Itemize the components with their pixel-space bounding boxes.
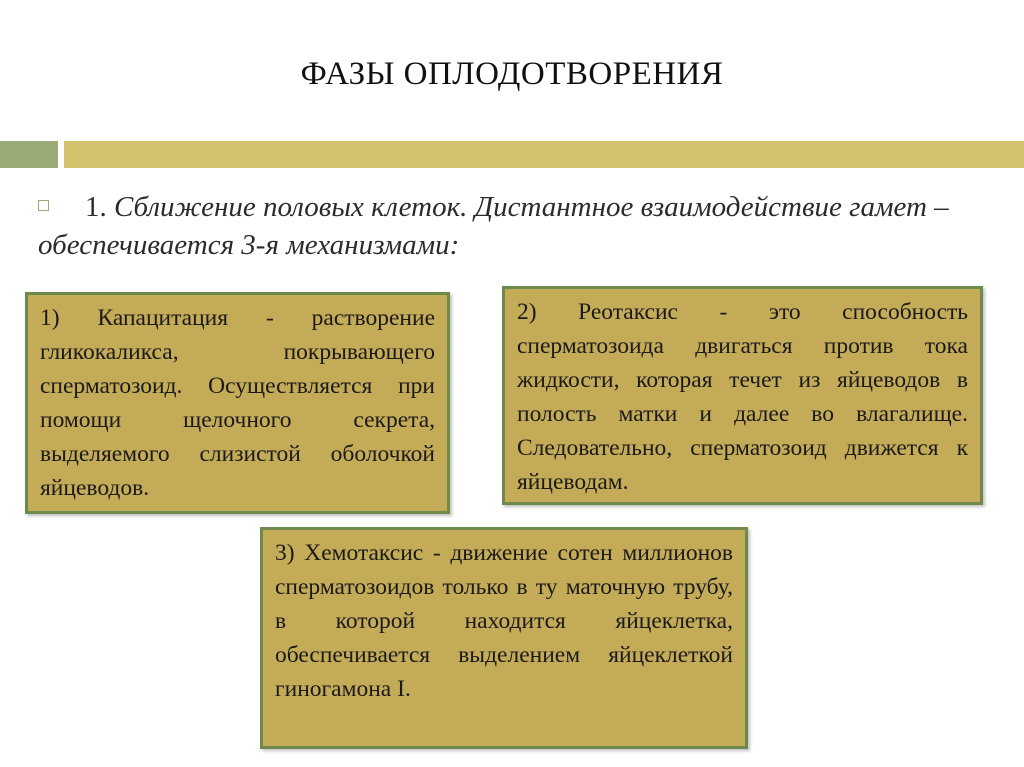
bullet-item xyxy=(38,188,988,264)
bullet-text: Сближение половых клеток. Дистантное взаимодействие гамет – обеспечивается 3-я механизмами: xyxy=(38,191,949,261)
mechanism-text: 1) Капацитация - растворение гликокаликса, покрывающего сперматозоид. Осуществляется при помощи щелочного секрета, выделяемого слизистой оболочкой яйцеводов. xyxy=(40,305,435,501)
mechanism-text: 2) Реотаксис - это способность сперматозоида двигаться против тока жидкости, которая течет из яйцеводов в полость матки и далее во влагалище. Следовательно, сперматозоид движется к яйцеводам. xyxy=(517,299,968,495)
slide-title: ФАЗЫ ОПЛОДОТВОРЕНИЯ xyxy=(300,56,724,92)
square-bullet-icon xyxy=(38,200,49,211)
mechanism-box-capacitation xyxy=(25,292,450,514)
mechanism-text: 3) Хемотаксис - движение сотен миллионов сперматозоидов только в ту маточную трубу, в которой находится яйцеклетка, обеспечивается выделением яйцеклеткой гиногамона I. xyxy=(275,540,733,702)
bullet-number: 1. xyxy=(85,191,107,223)
decorative-bar-right xyxy=(64,141,1024,168)
mechanism-box-chemotaxis xyxy=(260,527,748,749)
mechanism-box-rheotaxis xyxy=(502,286,983,505)
decorative-bar-left xyxy=(0,141,58,168)
